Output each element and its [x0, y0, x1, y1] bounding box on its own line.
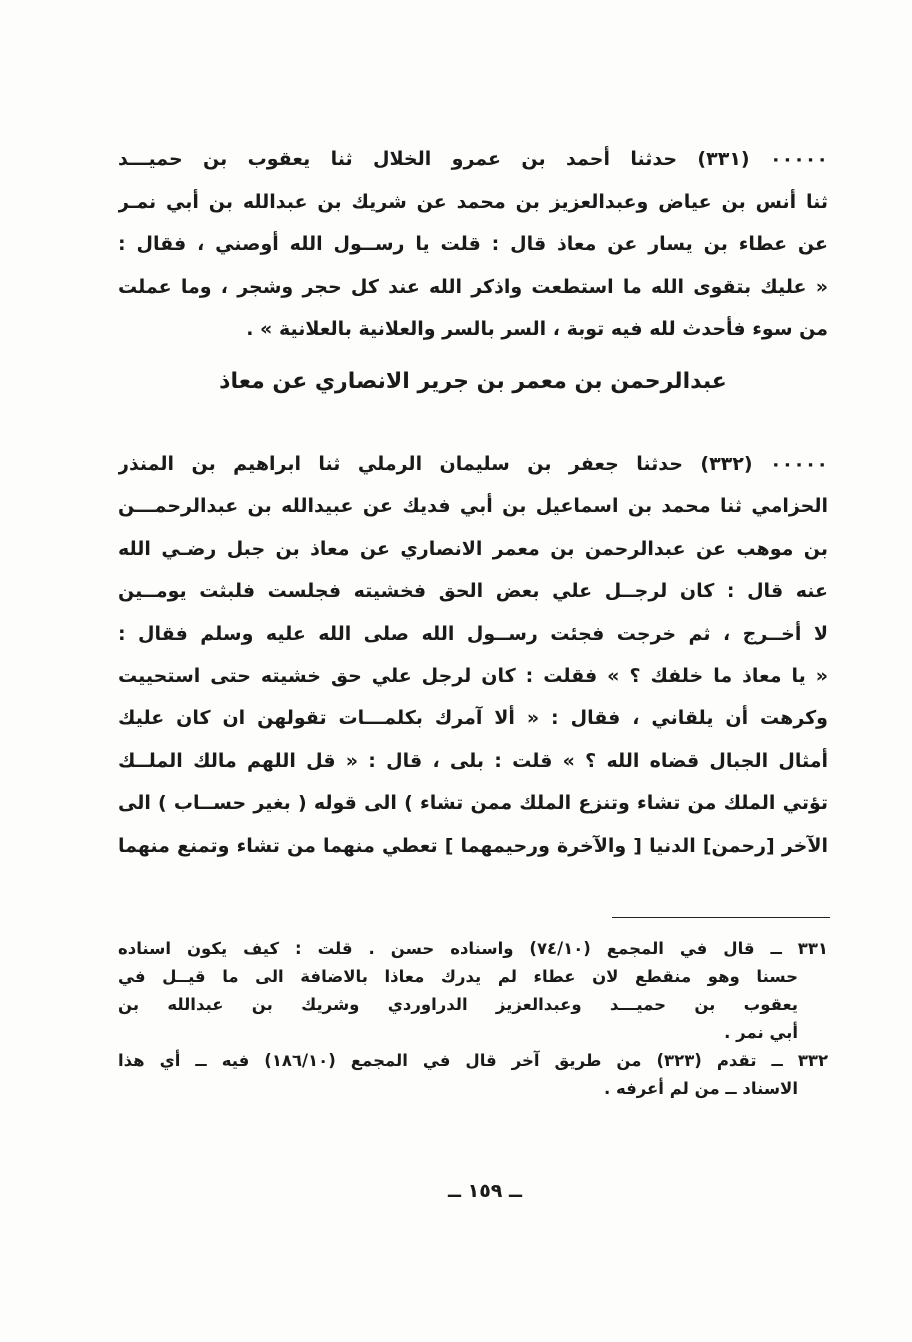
- text-line: لا أخــرج ، ثم خرجت فجئت رســول الله صلى الله عليه وسلم فقال :: [118, 622, 828, 645]
- footnote-line: يعقوب بن حميـــد وعبدالعزيز الدراوردي وشريك بن عبدالله بن: [118, 995, 798, 1014]
- hadith-332: [118, 443, 828, 867]
- text-line: وكرهت أن يلقاني ، فقال : « ألا آمرك بكلمـــات تقولهن ان كان عليك: [118, 707, 828, 730]
- footnotes: [118, 935, 828, 1103]
- text-line: عنه قال : كان لرجــل علي بعض الحق فخشيته فجلست فلبثت يومــين: [118, 580, 828, 603]
- footnote-332: [118, 1047, 828, 1103]
- footnote-line: الاسناد ــ من لم أعرفه .: [603, 1079, 798, 1098]
- footnote-331: [118, 935, 828, 1047]
- text-line: الحزامي ثنا محمد بن اسماعيل بن أبي فديك عن عبيدالله بن عبدالرحمـــن: [118, 495, 828, 518]
- footnote-line: أبي نمر .: [724, 1023, 798, 1042]
- text-line: بن موهب عن عبدالرحمن بن معمر الانصاري عن معاذ بن جبل رضـي الله: [118, 537, 828, 560]
- section-heading: عبدالرحمن بن معمر بن جرير الانصاري عن معاذ: [219, 369, 727, 394]
- footnote-line: ٣٣١ ــ قال في المجمع (٧٤/١٠) واسناده حسن . قلت : كيف يكون اسناده: [118, 939, 828, 958]
- page-number: ــ ١٥٩ ــ: [447, 1180, 522, 1202]
- hadith-331: [118, 138, 828, 351]
- footnote-line: ٣٣٢ ــ تقدم (٣٢٣) من طريق آخر قال في المجمع (١٨٦/١٠) فيه ــ أي هذا: [118, 1051, 828, 1070]
- footnote-line: حسنا وهو منقطع لان عطاء لم يدرك معاذا بالاضافة الى ما قيــل في: [118, 967, 798, 986]
- text-line: عن عطاء بن يسار عن معاذ قال : قلت يا رســول الله أوصني ، فقال :: [118, 233, 828, 255]
- text-line: ثنا أنس بن عياض وعبدالعزيز بن محمد عن شريك بن عبدالله بن أبي نمـر: [118, 190, 828, 213]
- text-line: ٠٠٠٠٠ (٣٣٢) حدثنا جعفر بن سليمان الرملي ثنا ابراهيم بن المنذر: [118, 453, 828, 475]
- text-line: الآخر [رحمن] الدنيا [ والآخرة ورحيمهما ] تعطي منهما من تشاء وتمنع منهما: [118, 834, 828, 857]
- text-line: تؤتي الملك من تشاء وتنزع الملك ممن تشاء ) الى قوله ( بغير حســاب ) الى: [118, 792, 828, 815]
- footnote-divider: [612, 917, 830, 918]
- text-line: ٠٠٠٠٠ (٣٣١) حدثنا أحمد بن عمرو الخلال ثنا يعقوب بن حميـــد: [118, 148, 828, 170]
- text-line: « عليك بتقوى الله ما استطعت واذكر الله عند كل حجر وشجر ، وما عملت: [118, 275, 828, 298]
- text-line: أمثال الجبال قضاه الله ؟ » قلت : بلى ، قال : « قل اللهم مالك الملــك: [118, 749, 828, 772]
- text-line: من سوء فأحدث لله فيه توبة ، السر بالسر والعلانية بالعلانية » .: [246, 318, 828, 340]
- text-line: « يا معاذ ما خلفك ؟ » فقلت : كان لرجل علي حق خشيته حتى استحييت: [118, 664, 828, 687]
